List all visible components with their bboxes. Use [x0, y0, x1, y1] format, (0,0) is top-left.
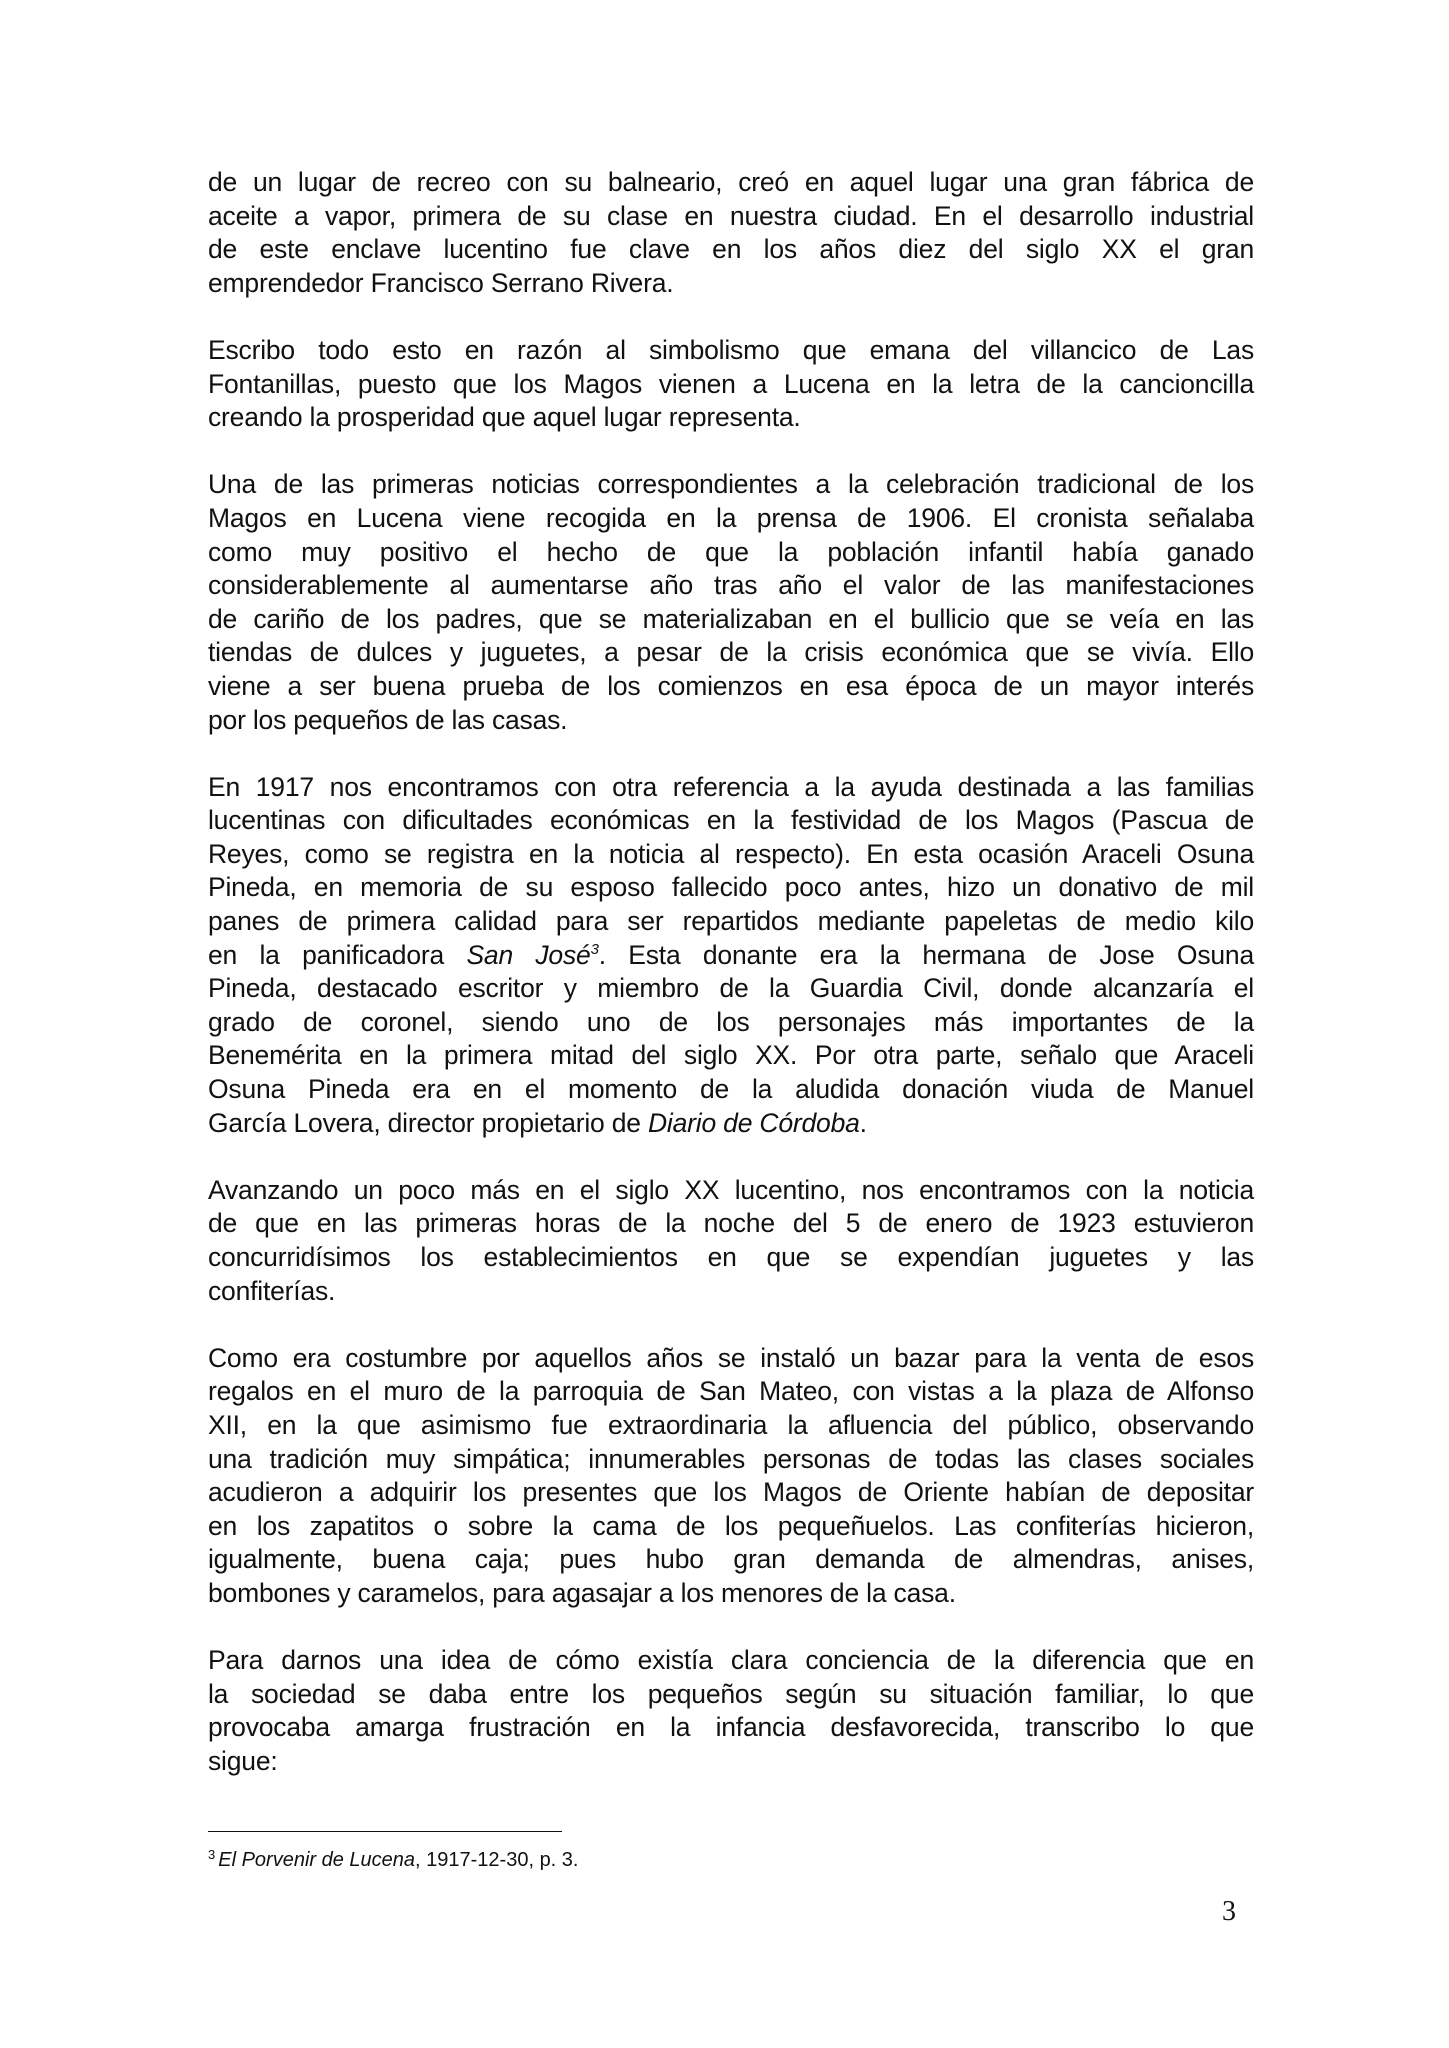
paragraph	[208, 1342, 1254, 1611]
text-line: tiendas de dulces y juguetes, a pesar de la crisis económica que se vivía. Ello	[208, 637, 1254, 668]
text-line: Avanzando un poco más en el siglo XX lucentino, nos encontramos con la noticia	[208, 1174, 1254, 1205]
text-line: de este enclave lucentino fue clave en los años diez del siglo XX el gran	[208, 234, 1254, 265]
footnote-citation: , 1917-12-30, p. 3.	[415, 1849, 579, 1871]
text-line: Una de las primeras noticias correspondientes a la celebración tradicional de los	[208, 469, 1254, 500]
text-line: sigue:	[208, 1745, 278, 1776]
paragraph	[208, 334, 1254, 435]
text-line: Reyes, como se registra en la noticia al respecto). En esta ocasión Araceli Osuna	[208, 838, 1254, 869]
text-run: .	[859, 1107, 867, 1138]
text-line: Benemérita en la primera mitad del siglo XX. Por otra parte, señalo que Araceli	[208, 1040, 1254, 1071]
text-line: aceite a vapor, primera de su clase en nuestra ciudad. En el desarrollo industrial	[208, 200, 1254, 231]
text-line: Para darnos una idea de cómo existía clara conciencia de la diferencia que en	[208, 1645, 1254, 1676]
text-line: Osuna Pineda era en el momento de la aludida donación viuda de Manuel	[208, 1074, 1254, 1105]
text-line: XII, en la que asimismo fue extraordinaria la afluencia del público, observando	[208, 1409, 1254, 1440]
text-line: de cariño de los padres, que se materializaban en el bullicio que se veía en las	[208, 603, 1254, 634]
italic-title: Diario de Córdoba	[647, 1107, 860, 1138]
text-line: regalos en el muro de la parroquia de San Mateo, con vistas a la plaza de Alfonso	[208, 1376, 1254, 1407]
text-line	[208, 939, 1254, 973]
footnote-number: 3	[208, 1847, 216, 1862]
text-run: en la panificadora	[208, 939, 467, 970]
footnote-3	[208, 1848, 578, 1872]
text-line: confiterías.	[208, 1275, 336, 1306]
text-line: emprendedor Francisco Serrano Rivera.	[208, 267, 674, 298]
paragraph	[208, 771, 1254, 1141]
text-line: Fontanillas, puesto que los Magos vienen a Lucena en la letra de la cancioncilla	[208, 368, 1254, 399]
paragraph	[208, 468, 1254, 737]
footnote-separator	[208, 1831, 562, 1832]
text-line: Pineda, destacado escritor y miembro de la Guardia Civil, donde alcanzaría el	[208, 973, 1254, 1004]
text-run: . Esta donante era la hermana de Jose Osuna	[598, 939, 1255, 970]
footnote-source-title: El Porvenir de Lucena	[218, 1849, 416, 1871]
text-line: grado de coronel, siendo uno de los personajes más importantes de la	[208, 1006, 1254, 1037]
paragraph	[208, 1174, 1254, 1308]
text-line: lucentinas con dificultades económicas en la festividad de los Magos (Pascua de	[208, 805, 1254, 836]
page-number: 3	[1222, 1896, 1236, 1927]
text-line: de que en las primeras horas de la noche del 5 de enero de 1923 estuvieron	[208, 1208, 1254, 1239]
text-line: panes de primera calidad para ser repartidos mediante papeletas de medio kilo	[208, 906, 1254, 937]
text-line: Como era costumbre por aquellos años se instaló un bazar para la venta de esos	[208, 1342, 1254, 1373]
text-line: como muy positivo el hecho de que la población infantil había ganado	[208, 536, 1254, 567]
document-body	[208, 166, 1254, 1812]
text-line: considerablemente al aumentarse año tras año el valor de las manifestaciones	[208, 570, 1254, 601]
paragraph	[208, 166, 1254, 300]
text-run: García Lovera, director propietario de	[208, 1107, 648, 1138]
text-line: viene a ser buena prueba de los comienzos en esa época de un mayor interés	[208, 670, 1254, 701]
text-line: acudieron a adquirir los presentes que los Magos de Oriente habían de depositar	[208, 1477, 1254, 1508]
text-line: una tradición muy simpática; innumerables personas de todas las clases sociales	[208, 1443, 1254, 1474]
text-line: provocaba amarga frustración en la infancia desfavorecida, transcribo lo que	[208, 1712, 1254, 1743]
text-line: igualmente, buena caja; pues hubo gran demanda de almendras, anises,	[208, 1544, 1254, 1575]
text-line: en los zapatitos o sobre la cama de los pequeñuelos. Las confiterías hicieron,	[208, 1510, 1254, 1541]
text-line: por los pequeños de las casas.	[208, 704, 568, 735]
paragraph	[208, 1644, 1254, 1778]
text-line: de un lugar de recreo con su balneario, creó en aquel lugar una gran fábrica de	[208, 167, 1254, 197]
text-line	[208, 1107, 1254, 1141]
text-line: creando la prosperidad que aquel lugar representa.	[208, 402, 801, 433]
italic-title: San José	[466, 939, 591, 970]
text-line: Pineda, en memoria de su esposo fallecido poco antes, hizo un donativo de mil	[208, 872, 1254, 903]
text-line: bombones y caramelos, para agasajar a los menores de la casa.	[208, 1577, 956, 1608]
text-line: Escribo todo esto en razón al simbolismo que emana del villancico de Las	[208, 334, 1254, 365]
text-line: En 1917 nos encontramos con otra referencia a la ayuda destinada a las familias	[208, 771, 1254, 802]
text-line: la sociedad se daba entre los pequeños según su situación familiar, lo que	[208, 1678, 1254, 1709]
text-line: Magos en Lucena viene recogida en la prensa de 1906. El cronista señalaba	[208, 502, 1254, 533]
footnote-reference[interactable]: 3	[590, 940, 599, 958]
text-line: concurridísimos los establecimientos en que se expendían juguetes y las	[208, 1242, 1254, 1272]
